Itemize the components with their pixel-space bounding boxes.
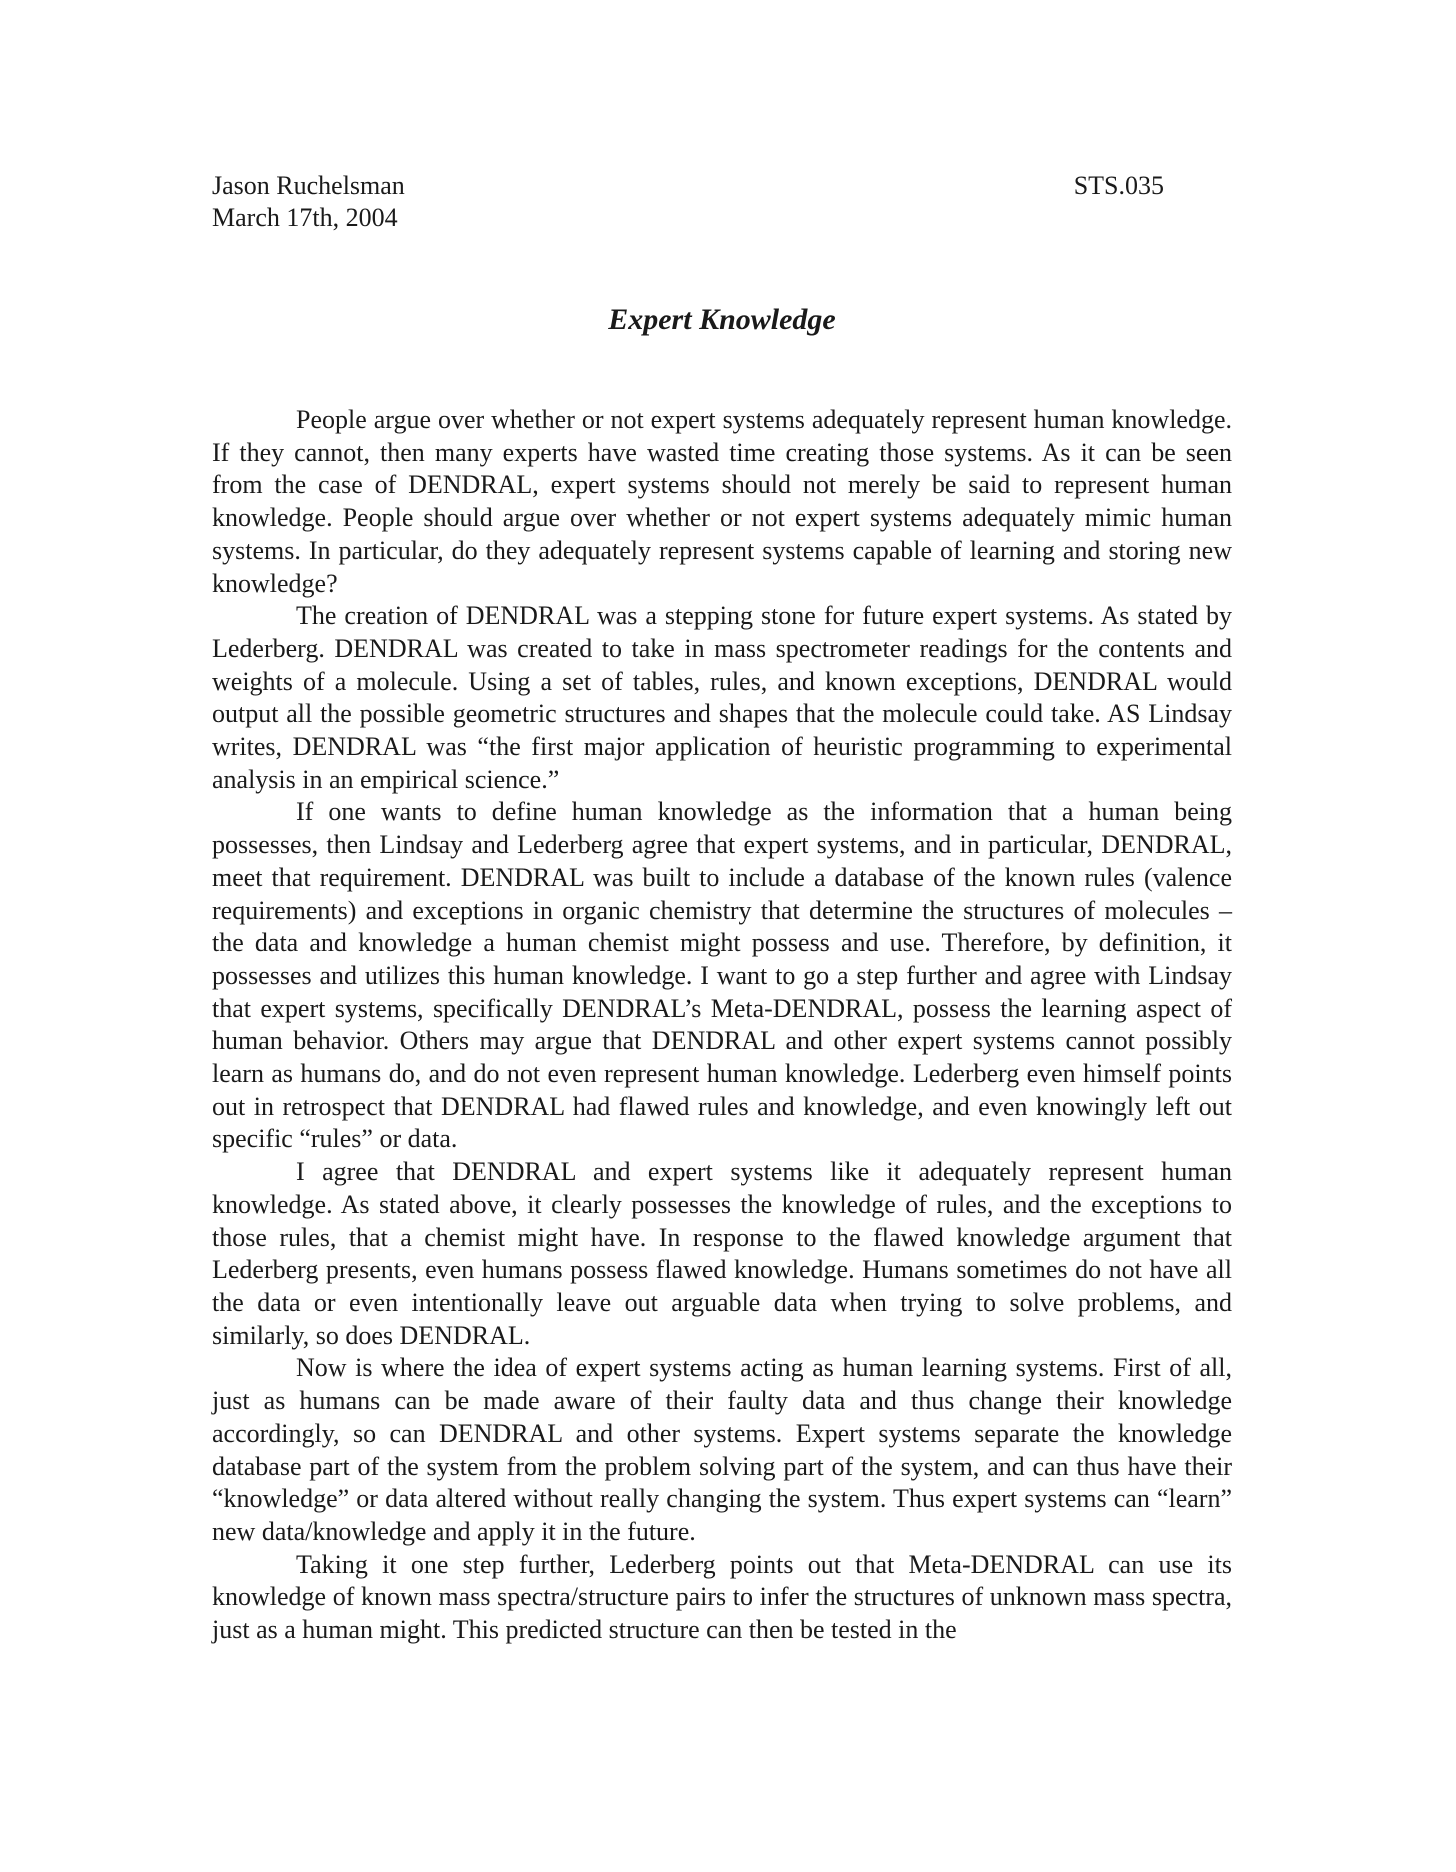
course-code: STS.035 — [1073, 171, 1164, 200]
document-title: Expert Knowledge — [608, 303, 836, 336]
author-name: Jason Ruchelsman — [212, 171, 405, 200]
paragraph: Taking it one step further, Lederberg points out that Meta-DENDRAL can use its knowledge of known mass spectra/structure pairs to infer the structures of unknown mass spectra, just as a human might. This predicted structure can then be tested in the — [212, 1549, 1232, 1645]
document-header — [212, 170, 1164, 234]
header-row — [212, 170, 1164, 202]
paragraph: People argue over whether or not expert systems adequately represent human knowledge. If they cannot, then many experts have wasted time creating those systems. As it can be seen from the case of DENDRAL, expert systems should not merely be said to represent human knowledge. People should argue over whether or not expert systems adequately mimic human systems. In particular, do they adequately represent systems capable of learning and storing new knowledge? — [212, 405, 1232, 598]
paragraph: If one wants to define human knowledge as the information that a human being possesses, then Lindsay and Lederberg agree that expert systems, and in particular, DENDRAL, meet that requirement. DENDRAL was built to include a database of the known rules (valence requirements) and exceptions in organic chemistry that determine the structures of molecules – the data and knowledge a human chemist might possess and use. Therefore, by definition, it possesses and utilizes this human knowledge. I want to go a step further and agree with Lindsay that expert systems, specifically DENDRAL’s Meta-DENDRAL, possess the learning aspect of human behavior. Others may argue that DENDRAL and other expert systems cannot possibly learn as humans do, and do not even represent human knowledge. Lederberg even himself points out in retrospect that DENDRAL had flawed rules and knowledge, and even knowingly left out specific “rules” or data. — [212, 797, 1232, 1154]
document-body — [212, 404, 1232, 1647]
document-date: March 17th, 2004 — [212, 203, 398, 232]
paragraph: The creation of DENDRAL was a stepping stone for future expert systems. As stated by Lederberg. DENDRAL was created to take in mass spectrometer readings for the contents and weights of a molecule. Using a set of tables, rules, and known exceptions, DENDRAL would output all the possible geometric structures and shapes that the molecule could take. AS Lindsay writes, DENDRAL was “the first major application of heuristic programming to experimental analysis in an empirical science.” — [212, 601, 1232, 794]
paragraph: Now is where the idea of expert systems acting as human learning systems. First of all, just as humans can be made aware of their faulty data and thus change their knowledge accordingly, so can DENDRAL and other systems. Expert systems separate the knowledge database part of the system from the problem solving part of the system, and can thus have their “knowledge” or data altered without really changing the system. Thus expert systems can “learn” new data/knowledge and apply it in the future. — [212, 1353, 1232, 1546]
paragraph: I agree that DENDRAL and expert systems like it adequately represent human knowledge. As stated above, it clearly possesses the knowledge of rules, and the exceptions to those rules, that a chemist might have. In response to the flawed knowledge argument that Lederberg presents, even humans possess flawed knowledge. Humans sometimes do not have all the data or even intentionally leave out arguable data when trying to solve problems, and similarly, so does DENDRAL. — [212, 1157, 1232, 1350]
